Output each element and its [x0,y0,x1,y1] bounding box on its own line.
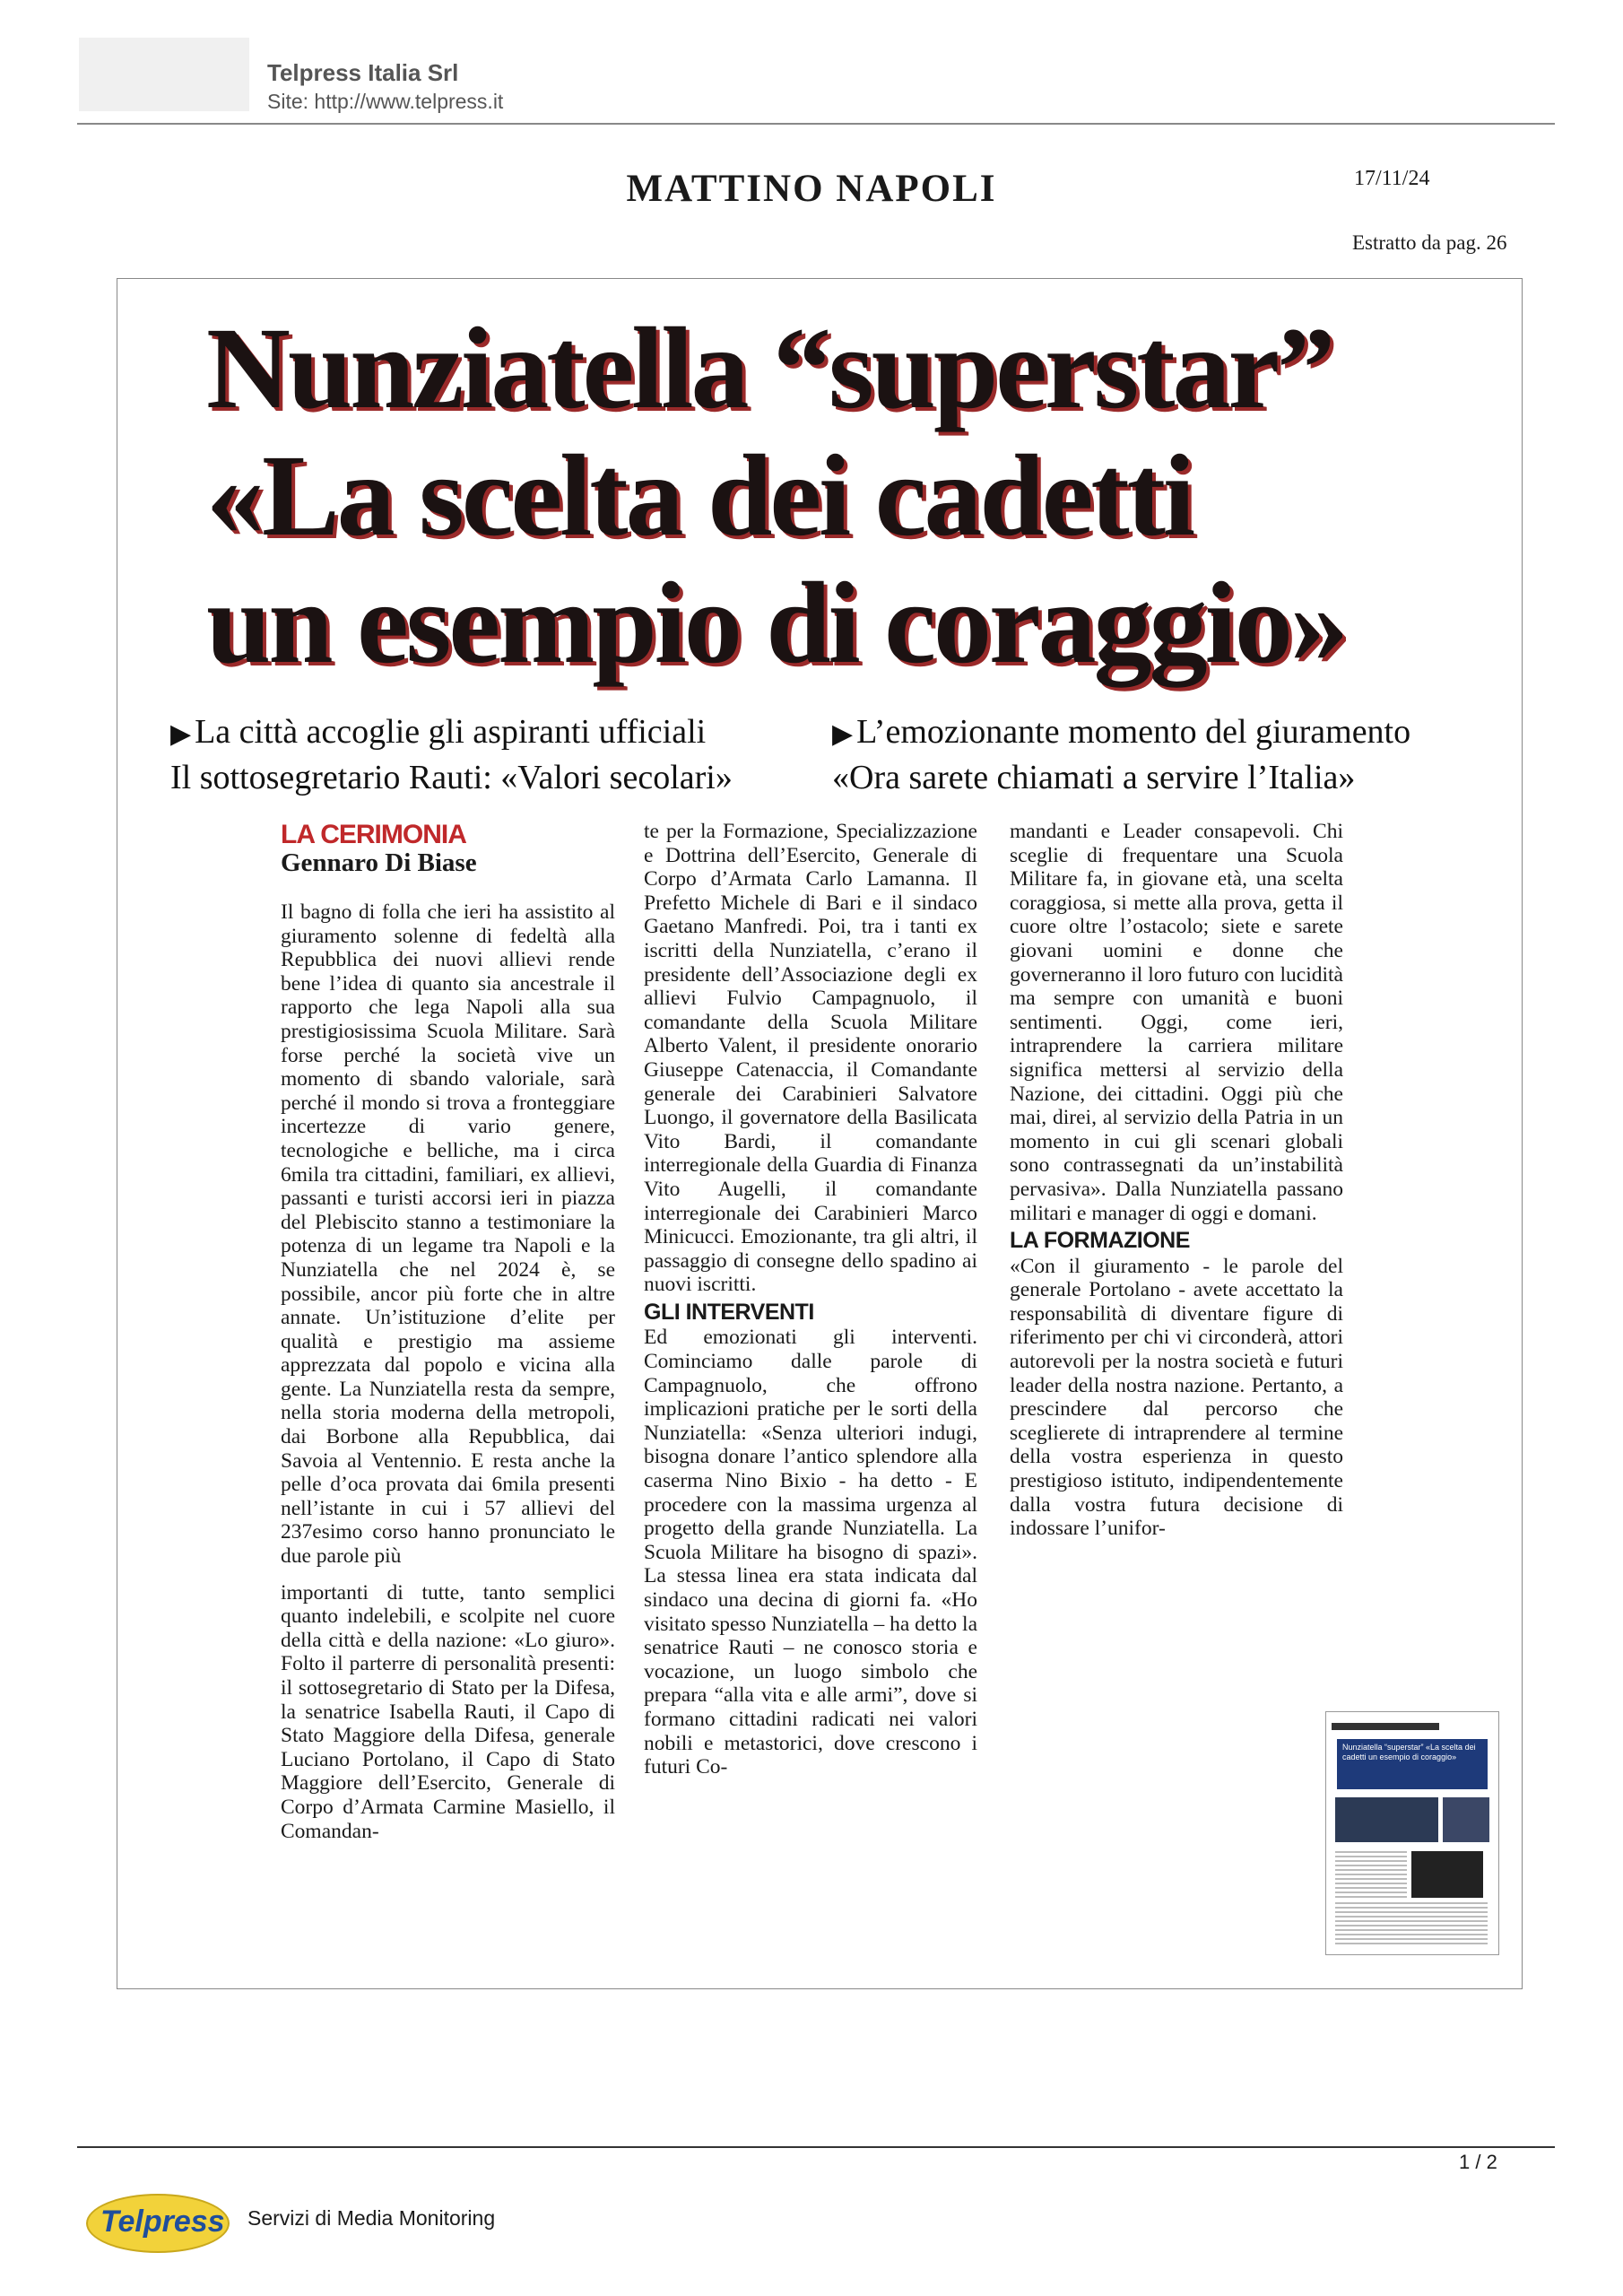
thumbnail-text-lines [1335,1902,1488,1947]
footer-services: Servizi di Media Monitoring [247,2206,496,2230]
header-divider [77,123,1555,125]
headline-line: «La scelta dei cadetti [206,431,1193,561]
subheadline-line: L’emozionante momento del giuramento [856,713,1411,751]
company-site[interactable]: Site: http://www.telpress.it [267,90,504,113]
section-heading: LA FORMAZIONE [1010,1228,1190,1254]
thumbnail-photo [1443,1797,1489,1842]
subheadline-left [170,710,834,799]
thumbnail-title-block [1337,1739,1488,1789]
logo-text: Telpress [100,2205,225,2239]
subheadline-right [832,710,1496,799]
article-author: Gennaro Di Biase [281,848,477,877]
paragraph: mandanti e Leader consapevoli. Chi sceglie di frequentare una Scuola Militare fa, in giovane età, una scelta coraggiosa, si mette alla prova, getta il cuore oltre l’ostacolo; siete e sarete giovani uomini e donne che governeranno il loro futuro con lucidità ma sempre con umanità e buoni sentimenti. Oggi, come ieri, intraprendere la carriera militare significa mettersi al servizio della Nazione, dei cittadini. Oggi più che mai, direi, al servizio della Patria in un momento in cui gli scenari globali sono contrassegnati da un’instabilità pervasiva». Dalla Nunziatella passano militari e manager di oggi e domani. [1010,820,1343,1225]
article-column-1 [281,900,615,1843]
triangle-bullet-icon: ▶ [170,719,192,749]
footer-divider [77,2146,1555,2148]
newspaper-masthead: MATTINO NAPOLI [626,168,997,210]
telpress-logo [86,2194,230,2253]
paragraph: «Con il giuramento - le parole del generale Portolano - avete accettato la responsabilità di diventare figure di riferimento per chi vi circonderà, attori autorevoli per la nostra società e futuri leader della nostra nazione. Pertanto, a prescindere dal percorso che sceglierete di intraprendere al termine della vostra esperienza in questo prestigioso istituto, indipendentemente dalla vostra futura decisione di indossare l’unifor- [1010,1254,1343,1541]
subheadline-line: La città accoglie gli aspiranti ufficiali [195,713,707,751]
paragraph: te per la Formazione, Specializzazione e Dottrina dell’Esercito, Generale di Corpo d’Armata Carlo Lamanna. Il Prefetto Michele di Bari e il sindaco Gaetano Manfredi. Poi, tra i tanti ex iscritti della Nunziatella, c’erano il presidente dell’Associazione degli ex allievi Fulvio Campagnuolo, il comandante della Scuola Militare Alberto Valent, il presidente onorario Giuseppe Catenaccia, il Comandante generale dei Carabinieri Salvatore Luongo, il governatore della Basilicata Vito Bardi, il comandante interregionale della Guardia di Finanza Vito Augelli, il comandante interregionale dei Carabinieri Marco Minicucci. Emozionante, tra gli altri, il passaggio di consegne dello spadino ai nuovi iscritti. [644,820,977,1297]
thumbnail-title: Nunziatella “superstar” «La scelta dei cadetti un esempio di coraggio» [1342,1743,1476,1761]
section-kicker: LA CERIMONIA [281,820,466,849]
paragraph: importanti di tutte, tanto semplici quanto indelebili, e scolpite nel cuore della città e della nazione: «Lo giuro». Folto il parterre di personalità presenti: il sottosegretario di Stato per la Difesa, la senatrice Isabella Rauti, il Capo di Stato Maggiore della Difesa, generale Luciano Portolano, il Capo di Stato Maggiore dell’Esercito, Generale di Corpo d’Armata Carmine Masiello, il Comandan- [281,1580,615,1843]
article-column-2 [644,820,977,1779]
publication-date: 17/11/24 [1354,167,1430,190]
subheadline-line: Il sottosegretario Rauti: «Valori secolari» [170,759,733,796]
paragraph: Ed emozionati gli interventi. Cominciamo dalle parole di Campagnuolo, che offrono implicazioni pratiche per le sorti della Nunziatella: «Senza ulteriori indugi, bisogna donare l’antico splendore alla caserma Nino Bixio - ha detto - E procedere con la massima urgenza al progetto della grande Nunziatella. La Scuola Militare ha bisogno di spazi». La stessa linea era stata indicata dal sindaco una decina di giorni fa. «Ho visitato spesso Nunziatella – ha detto la senatrice Rauti – ne conosco storia e vocazione, un luogo simbolo che prepara “alla vita e alle armi”, dove si formano cittadini radicati nei valori nobili e metastorici, dove crescono i futuri Co- [644,1326,977,1779]
paragraph: Il bagno di folla che ieri ha assistito al giuramento solenne di fedeltà alla Repubblica dei nuovi allievi rende bene l’idea di quanto sia ancestrale il rapporto che lega Napoli alla sua prestigiosissima Scuola Militare. Sarà forse perché la società vive un momento di sbando valoriale, sarà perché il mondo si trova a fronteggiare incertezze di vario genere, tecnologiche e belliche, ma i circa 6mila tra cittadini, familiari, ex allievi, passanti e turisti accorsi ieri in piazza del Plebiscito stanno a testimoniare la potenza di un legame tra Napoli e la Nunziatella che nel 2024 è, se possibile, ancor più forte che in altre annate. Un’istituzione d’elite per qualità e prestigio ma assieme apprezzata dal popolo e vicina alla gente. La Nunziatella resta da sempre, nella storia moderna della metropoli, dai Borbone alla Repubblica, dai Savoia al Ventennio. E resta anche la pelle d’oca provata dai 6mila presenti nell’istante in cui i 57 allievi del 237esimo corso hanno pronunciato le due parole più [281,900,615,1569]
triangle-bullet-icon: ▶ [832,719,854,749]
article-column-3 [1010,820,1343,1541]
page-number: 1 / 2 [1459,2151,1497,2173]
company-name: Telpress Italia Srl [267,59,459,86]
article-headline [206,305,1515,687]
headline-line: Nunziatella “superstar” [206,304,1333,433]
thumbnail-text-lines [1335,1851,1407,1898]
thumbnail-photo [1411,1851,1483,1898]
subheadline-line: «Ora sarete chiamati a servire l’Italia» [832,759,1356,796]
publisher-logo-placeholder [79,38,249,111]
thumbnail-photo [1335,1797,1438,1842]
page-thumbnail [1325,1711,1499,1955]
headline-line: un esempio di coraggio» [206,559,1346,688]
thumbnail-header-bar [1332,1723,1439,1730]
section-heading: GLI INTERVENTI [644,1299,814,1325]
page-extract-note: Estratto da pag. 26 [1352,231,1507,254]
